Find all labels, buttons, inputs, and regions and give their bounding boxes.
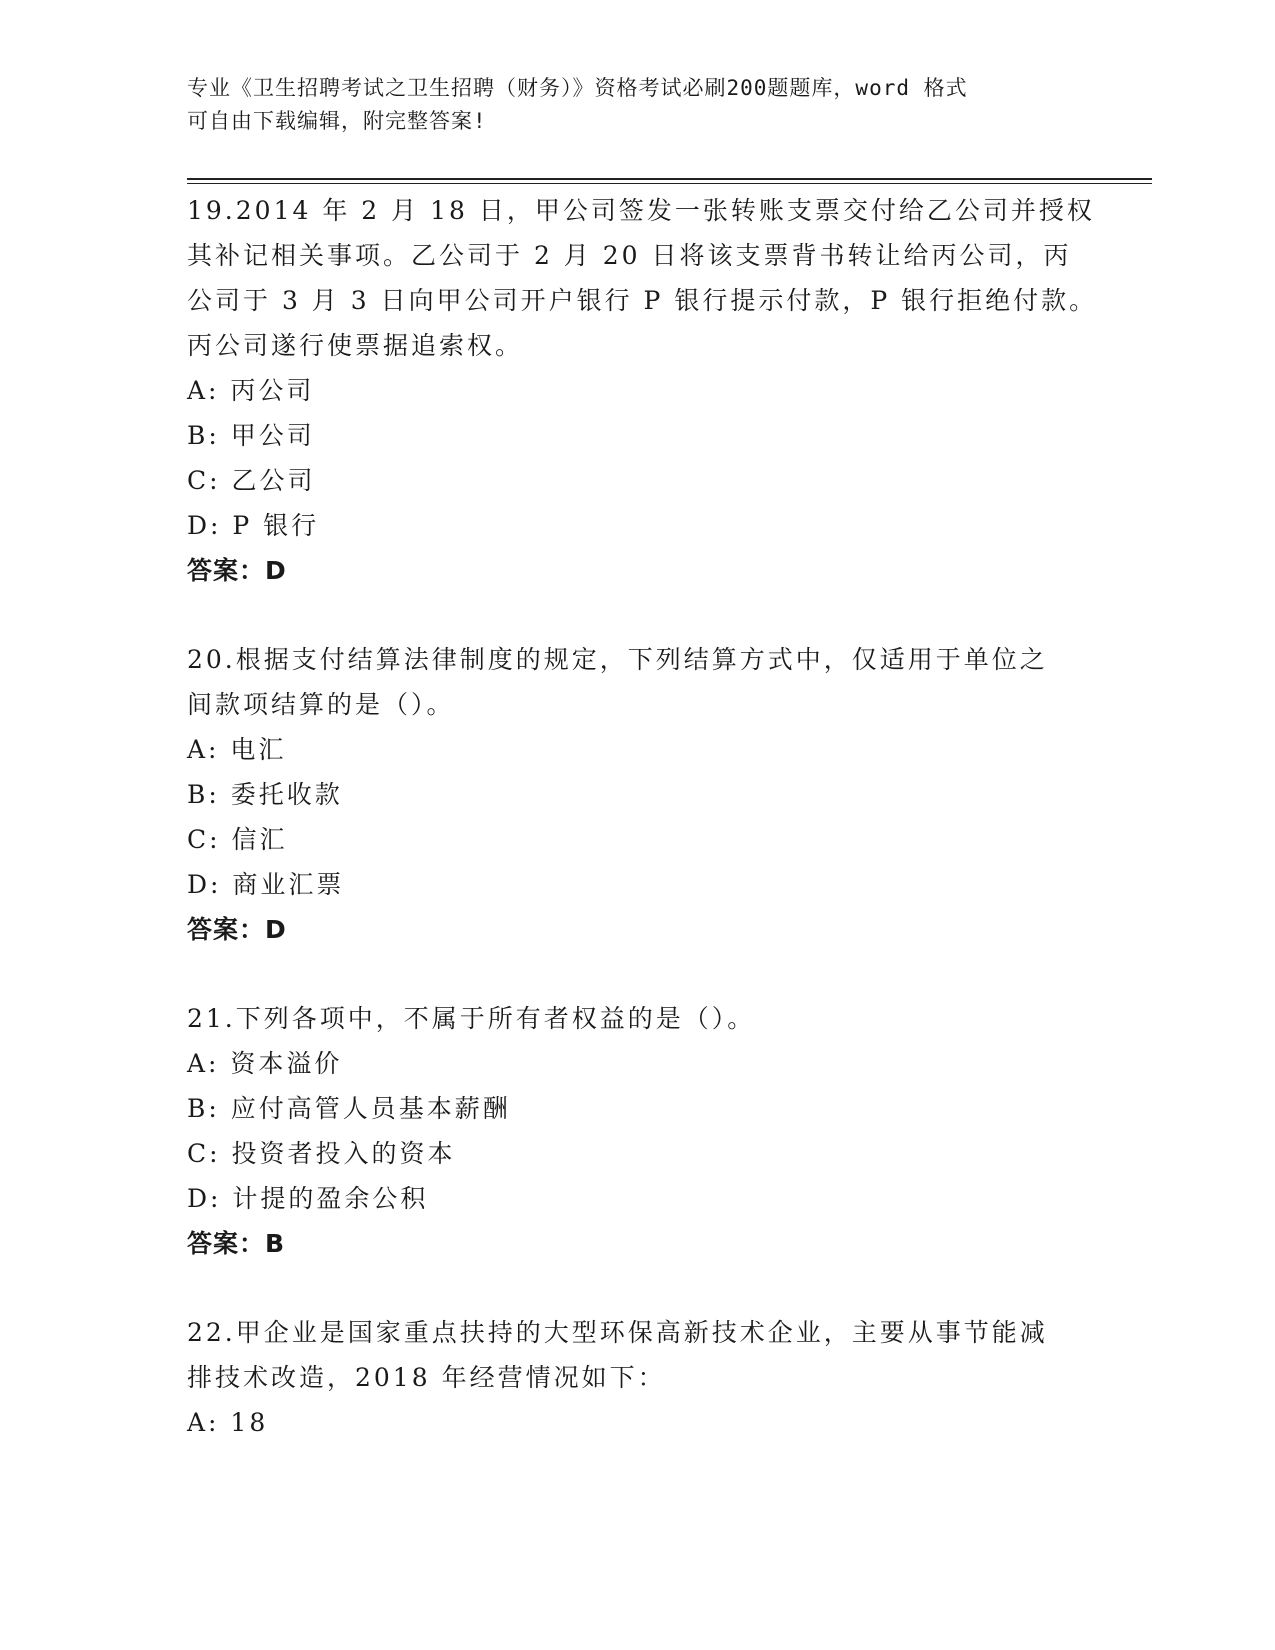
question-19	[187, 188, 1098, 593]
stem-line: 21.下列各项中，不属于所有者权益的是（）。	[187, 1004, 756, 1033]
stem-line: 其补记相关事项。乙公司于 2 月 20 日将该支票背书转让给丙公司，丙	[187, 241, 1072, 270]
question-stem	[187, 1310, 1087, 1400]
answer-label: 答案：D	[187, 556, 287, 585]
option-d: D: 计提的盈余公积	[187, 1184, 429, 1213]
stem-line: 19.2014 年 2 月 18 日，甲公司签发一张转账支票交付给乙公司并授权	[187, 196, 1095, 225]
question-21	[187, 996, 1087, 1266]
question-stem	[187, 637, 1087, 727]
header-rule-thin	[187, 183, 1152, 184]
option-a: A: 资本溢价	[187, 1049, 343, 1078]
option-c: C: 投资者投入的资本	[187, 1139, 456, 1168]
document-header	[187, 72, 1087, 138]
question-stem	[187, 996, 1087, 1041]
answer-label: 答案：D	[187, 915, 287, 944]
option-d: D: 商业汇票	[187, 870, 345, 899]
option-b: B: 委托收款	[187, 780, 343, 809]
header-rule	[187, 178, 1152, 180]
option-b: B: 应付高管人员基本薪酬	[187, 1094, 511, 1123]
stem-line: 间款项结算的是（）。	[187, 690, 455, 719]
header-line: 专业《卫生招聘考试之卫生招聘（财务）》资格考试必刷200题题库，word 格式	[187, 76, 968, 100]
option-c: C: 乙公司	[187, 466, 316, 495]
option-b: B: 甲公司	[187, 421, 315, 450]
stem-line: 22.甲企业是国家重点扶持的大型环保高新技术企业，主要从事节能减	[187, 1318, 1048, 1347]
stem-line: 丙公司遂行使票据追索权。	[187, 331, 524, 360]
question-20	[187, 637, 1087, 952]
stem-line: 排技术改造，2018 年经营情况如下：	[187, 1363, 666, 1392]
answer-label: 答案：B	[187, 1229, 286, 1258]
stem-line: 公司于 3 月 3 日向甲公司开户银行 P 银行提示付款，P 银行拒绝付款。	[187, 286, 1098, 315]
option-a: A: 18	[187, 1408, 269, 1437]
option-a: A: 丙公司	[187, 376, 315, 405]
stem-line: 20.根据支付结算法律制度的规定，下列结算方式中，仅适用于单位之	[187, 645, 1048, 674]
option-d: D: P 银行	[187, 511, 320, 540]
question-list	[187, 188, 1098, 1489]
header-line: 可自由下载编辑，附完整答案!	[187, 109, 487, 133]
option-c: C: 信汇	[187, 825, 288, 854]
question-stem	[187, 188, 1098, 368]
question-22	[187, 1310, 1087, 1445]
option-a: A: 电汇	[187, 735, 287, 764]
